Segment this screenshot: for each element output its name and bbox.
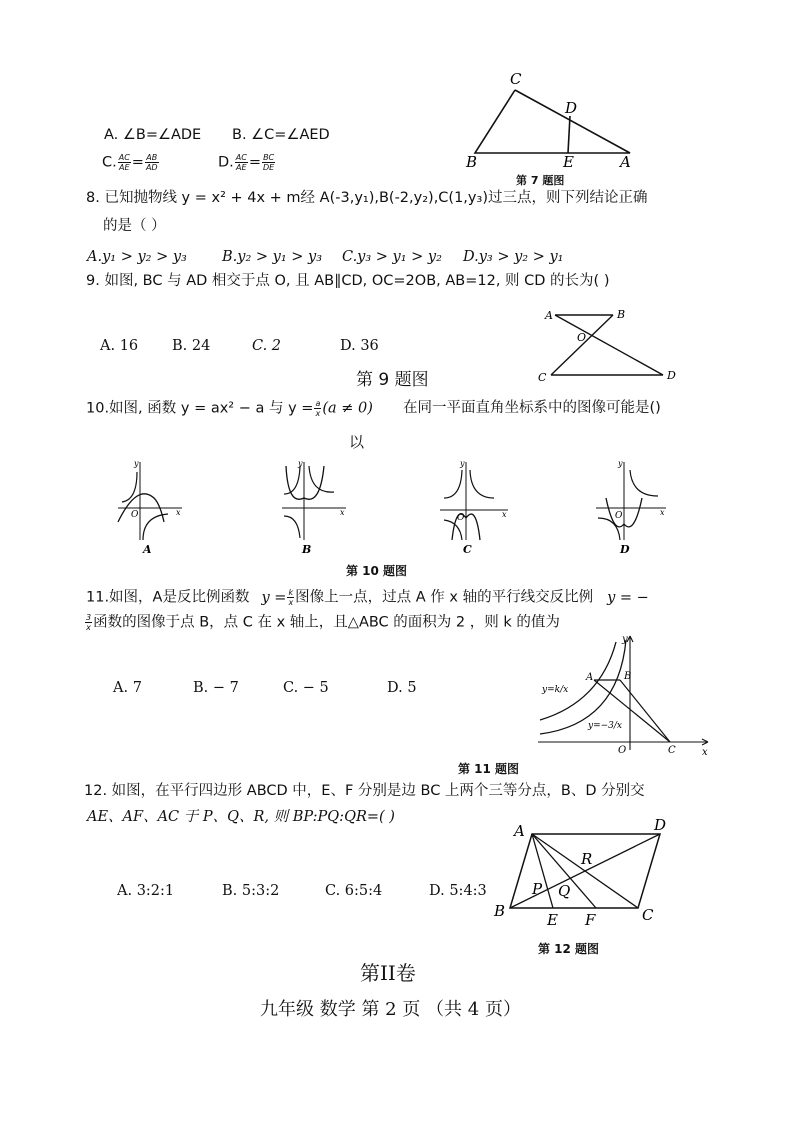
svg-text:B: B	[494, 902, 506, 920]
q9-label-d: D	[667, 369, 676, 382]
q9-label-c: C	[538, 371, 547, 384]
q10-stray-char: 以	[349, 433, 365, 451]
q7-label-d: D	[565, 99, 578, 117]
svg-text:O: O	[618, 745, 627, 756]
svg-text:C: C	[642, 906, 654, 924]
q9-label-o: O	[577, 331, 587, 344]
q12-option-d: D. 5:4:3	[429, 883, 487, 899]
svg-text:y: y	[298, 459, 303, 468]
q10-graph-a-label: A	[143, 543, 152, 556]
q7-option-a: A. ∠B=∠ADE	[104, 127, 202, 143]
svg-text:x: x	[502, 510, 507, 519]
q9-option-a: A. 16	[100, 338, 139, 354]
q7-triangle	[475, 90, 630, 153]
q10-caption: 第 10 题图	[346, 564, 408, 578]
q8-option-b: B.y₂ > y₁ > y₃	[222, 249, 323, 265]
q7-label-e: E	[563, 153, 574, 171]
q10-stem-tail: 在同一平面直角坐标系中的图像可能是()	[403, 400, 661, 416]
q7-label-a: A	[620, 153, 631, 171]
svg-text:x: x	[660, 508, 665, 517]
q7-caption: 第 7 题图	[516, 174, 565, 187]
q9-caption: 第 9 题图	[356, 370, 429, 390]
q12-option-c: C. 6:5:4	[325, 883, 383, 899]
q12-option-a: A. 3:2:1	[117, 883, 175, 899]
q7-option-c: C. $\frac{AC}{AE}$ = $\frac{AB}{AD}$	[102, 153, 158, 172]
svg-text:x: x	[340, 508, 345, 517]
q11-option-a: A. 7	[113, 680, 142, 696]
svg-text:B: B	[624, 671, 632, 682]
svg-text:O: O	[131, 510, 139, 520]
q9-label-b: B	[617, 308, 626, 321]
q10-graph-b	[276, 458, 356, 558]
q11-option-d: D. 5	[387, 680, 417, 696]
q12-caption: 第 12 题图	[538, 942, 600, 956]
svg-text:O: O	[457, 513, 465, 523]
q10-graph-d	[592, 458, 672, 558]
q11-stem-line1: 11.如图，A是反比例函数 y = $\frac{k}{x}$ 图像上一点，过点 A 作 x 轴的平行线交反比例 y = −	[86, 588, 649, 607]
svg-text:F: F	[585, 911, 596, 929]
q9-option-c: C. 2	[252, 338, 282, 354]
q10-graph-a	[110, 458, 190, 558]
q7-figure	[460, 68, 640, 178]
svg-text:P: P	[532, 880, 543, 898]
svg-text:O: O	[615, 511, 623, 521]
q12-option-b: B. 5:3:2	[222, 883, 280, 899]
svg-text:E: E	[547, 911, 558, 929]
svg-text:A: A	[514, 822, 525, 840]
q10-graph-b-label: B	[302, 543, 312, 556]
svg-text:C: C	[668, 745, 676, 756]
q12-stem-line1: 12. 如图，在平行四边形 ABCD 中，E、F 分别是边 BC 上两个三等分点，B、D 分别交	[84, 783, 645, 799]
q9-segment-bc	[551, 315, 613, 375]
q7-segment-de	[568, 116, 570, 153]
q11-caption: 第 11 题图	[458, 762, 520, 776]
svg-text:Q: Q	[558, 882, 571, 900]
q12-stem-line2: AE、AF、AC 于 P、Q、R, 则 BP:PQ:QR=( )	[87, 809, 395, 825]
q8-option-c: C.y₃ > y₁ > y₂	[342, 249, 442, 265]
q11-segment-bc	[620, 680, 670, 742]
svg-text:x: x	[176, 508, 181, 517]
svg-text:R: R	[581, 850, 593, 868]
svg-text:D: D	[654, 816, 667, 834]
q11-segment-ac	[594, 680, 670, 742]
svg-text:x: x	[702, 747, 708, 757]
q9-option-d: D. 36	[340, 338, 379, 354]
q11-figure	[530, 632, 715, 757]
q12-figure	[490, 812, 690, 932]
svg-text:y: y	[460, 459, 465, 468]
q9-segment-ad	[555, 315, 663, 375]
q10-graph-c-label: C	[463, 543, 472, 556]
q11-stem-line2: $\frac{3}{x}$ 函数的图像于点 B，点 C 在 x 轴上，且△ABC 的面积为 2 ，则 k 的值为	[86, 613, 560, 632]
section-title: 第II卷	[360, 961, 416, 985]
q7-option-d: D. $\frac{AC}{AE}$ = $\frac{BC}{DE}$	[218, 153, 275, 172]
q11-option-c: C. − 5	[283, 680, 329, 696]
q11-label-f3: y=−3/x	[588, 721, 623, 731]
page-footer: 九年级 数学 第 2 页 （共 4 页）	[260, 999, 521, 1020]
q8-stem-line1: 8. 已知抛物线 y = x² + 4x + m经 A(-3,y₁),B(-2,y₂),C(1,y₃)过三点，则下列结论正确	[86, 190, 648, 206]
q8-option-d: D.y₃ > y₂ > y₁	[463, 249, 564, 265]
svg-text:y: y	[134, 459, 139, 468]
q7-label-b: B	[466, 153, 478, 171]
q9-label-a: A	[545, 309, 553, 322]
svg-text:y: y	[618, 459, 623, 468]
q7-label-c: C	[510, 70, 522, 88]
q11-option-b: B. − 7	[193, 680, 239, 696]
svg-text:A: A	[586, 672, 594, 683]
q8-stem-line2: 的是（ ）	[103, 218, 166, 234]
q11-label-fk: y=k/x	[542, 685, 569, 695]
q8-option-a: A.y₁ > y₂ > y₃	[87, 249, 187, 265]
q7-option-b: B. ∠C=∠AED	[232, 127, 330, 143]
q9-stem: 9. 如图, BC 与 AD 相交于点 O, 且 AB∥CD, OC=2OB, AB=12, 则 CD 的长为( )	[86, 273, 610, 289]
q9-option-b: B. 24	[172, 338, 211, 354]
q9-figure	[535, 305, 695, 385]
q10-graph-d-label: D	[620, 543, 630, 556]
q11-curve-inner	[540, 642, 616, 720]
q10-stem: 10.如图, 函数 y = ax² − a 与 y = $\frac{a}{x}$ (a ≠ 0)	[86, 399, 373, 418]
svg-text:y: y	[622, 634, 628, 645]
q10-graph-c	[436, 458, 516, 558]
